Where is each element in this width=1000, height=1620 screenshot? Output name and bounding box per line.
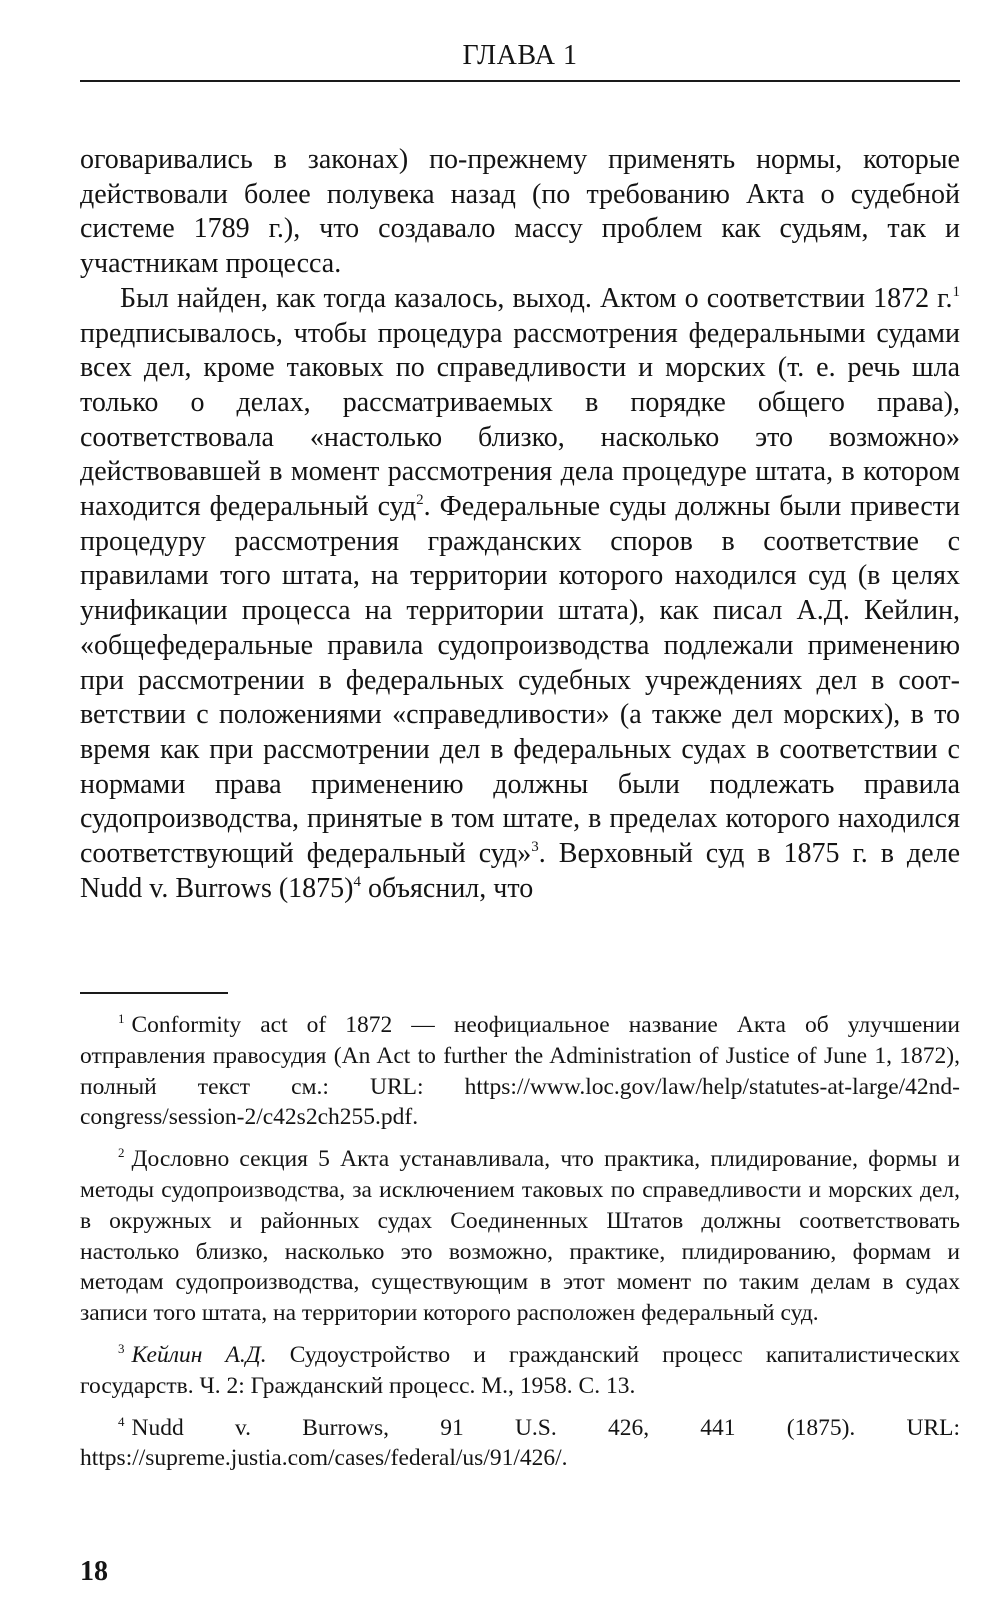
paragraph-text: предписывалось, чтобы процедура рассмотрения федеральными судами всех дел, кроме таковых по справедливости и морских (т. е. речь шла только о делах, рассматриваемых в порядке общего права), соответствовала «настолько близко, насколько это возможно» действовавшей в момент рассмотрения дела процедуре штата, в котором находится федеральный суд (80, 317, 960, 523)
footnote-ref-2[interactable]: 2 (416, 492, 424, 509)
paragraph-conformity-act (80, 282, 960, 907)
footnote-1 (80, 1010, 960, 1133)
footnote-number: 4 (118, 1413, 125, 1429)
footnote-number: 1 (118, 1011, 125, 1026)
footnote-3 (80, 1340, 960, 1402)
footnote-text: Conformity act of 1872 — неофициальное название Акта об улучшении отправления правосудия (An Act to further the Administration of Justice of June 1, 1872), полный текст см.: URL: https://www.loc.gov/law/help/statutes-at-large/42nd-congress/session-2/c42s2ch255.pdf. (80, 1012, 960, 1131)
footnotes (80, 1010, 960, 1485)
header-rule (80, 80, 960, 82)
paragraph-text: . Федеральные суды должны были привести процедуру рассмотрения гражданских споров в соответствие с правилами того штата, на территории которого находился суд (в целях унификации процесса на территории штата), как писал А.Д. Кейлин, «общефедеральные правила судопроизводства подлежали применению при рассмотрении в федеральных судебных учреждениях дел в соответствии с положениями «справедливости» (а также дел морских), в то время как при рассмотрении дел в федеральных судах в соответствии с нормами права применению должны были подлежать правила судопроизводства, принятые в том штате, в пределах которого находился соответствующий федеральный суд» (80, 491, 960, 870)
footnote-text: Дословно секция 5 Акта устанавливала, что практика, плидирование, формы и методы судопроизводства, за исключением таковых по справедливости и морских дел, в окружных и районных судах Соединенных Штатов должны соответствовать настолько близко, насколько это возможно, практике, плидированию, формам и методам судопроизводства, существующим в этот момент по таким делам в судах записи того штата, на территории которого расположен федеральный суд. (80, 1146, 960, 1327)
footnote-4 (80, 1413, 960, 1475)
footnote-ref-4[interactable]: 4 (353, 873, 361, 890)
footnote-author: Кейлин А.Д. (131, 1341, 267, 1368)
footnote-2 (80, 1144, 960, 1329)
footnote-separator (80, 992, 228, 994)
paragraph-continuation: оговаривались в законах) по-прежнему применять нормы, которые действовали более полувека назад (по требованию Акта о судебной системе 1789 г.), что создавало массу проблем как судьям, так и участникам процесса. (80, 144, 960, 280)
footnote-text: Nudd v. Burrows, 91 U.S. 426, 441 (1875). URL: https://supreme.justia.com/cases/federal/us/91/426/. (80, 1414, 960, 1472)
paragraph-text: . Верховный суд в 1875 г. в деле Nudd v. Burrows (1875) (80, 838, 960, 904)
footnote-ref-3[interactable]: 3 (531, 839, 539, 856)
running-head-chapter: ГЛАВА 1 (462, 40, 578, 71)
paragraph-text: Был найден, как тогда казалось, выход. Актом о соответствии 1872 г. (120, 282, 953, 314)
footnote-text: Судоустройство и гражданский процесс капиталистических государств. Ч. 2: Гражданский процесс. М., 1958. С. 13. (80, 1341, 960, 1399)
main-text (80, 143, 960, 906)
paragraph-text: объяснил, что (361, 872, 534, 904)
page-number: 18 (80, 1556, 108, 1587)
footnote-ref-1[interactable]: 1 (952, 283, 960, 300)
footnote-number: 2 (118, 1145, 125, 1161)
footnote-number: 3 (118, 1340, 125, 1356)
